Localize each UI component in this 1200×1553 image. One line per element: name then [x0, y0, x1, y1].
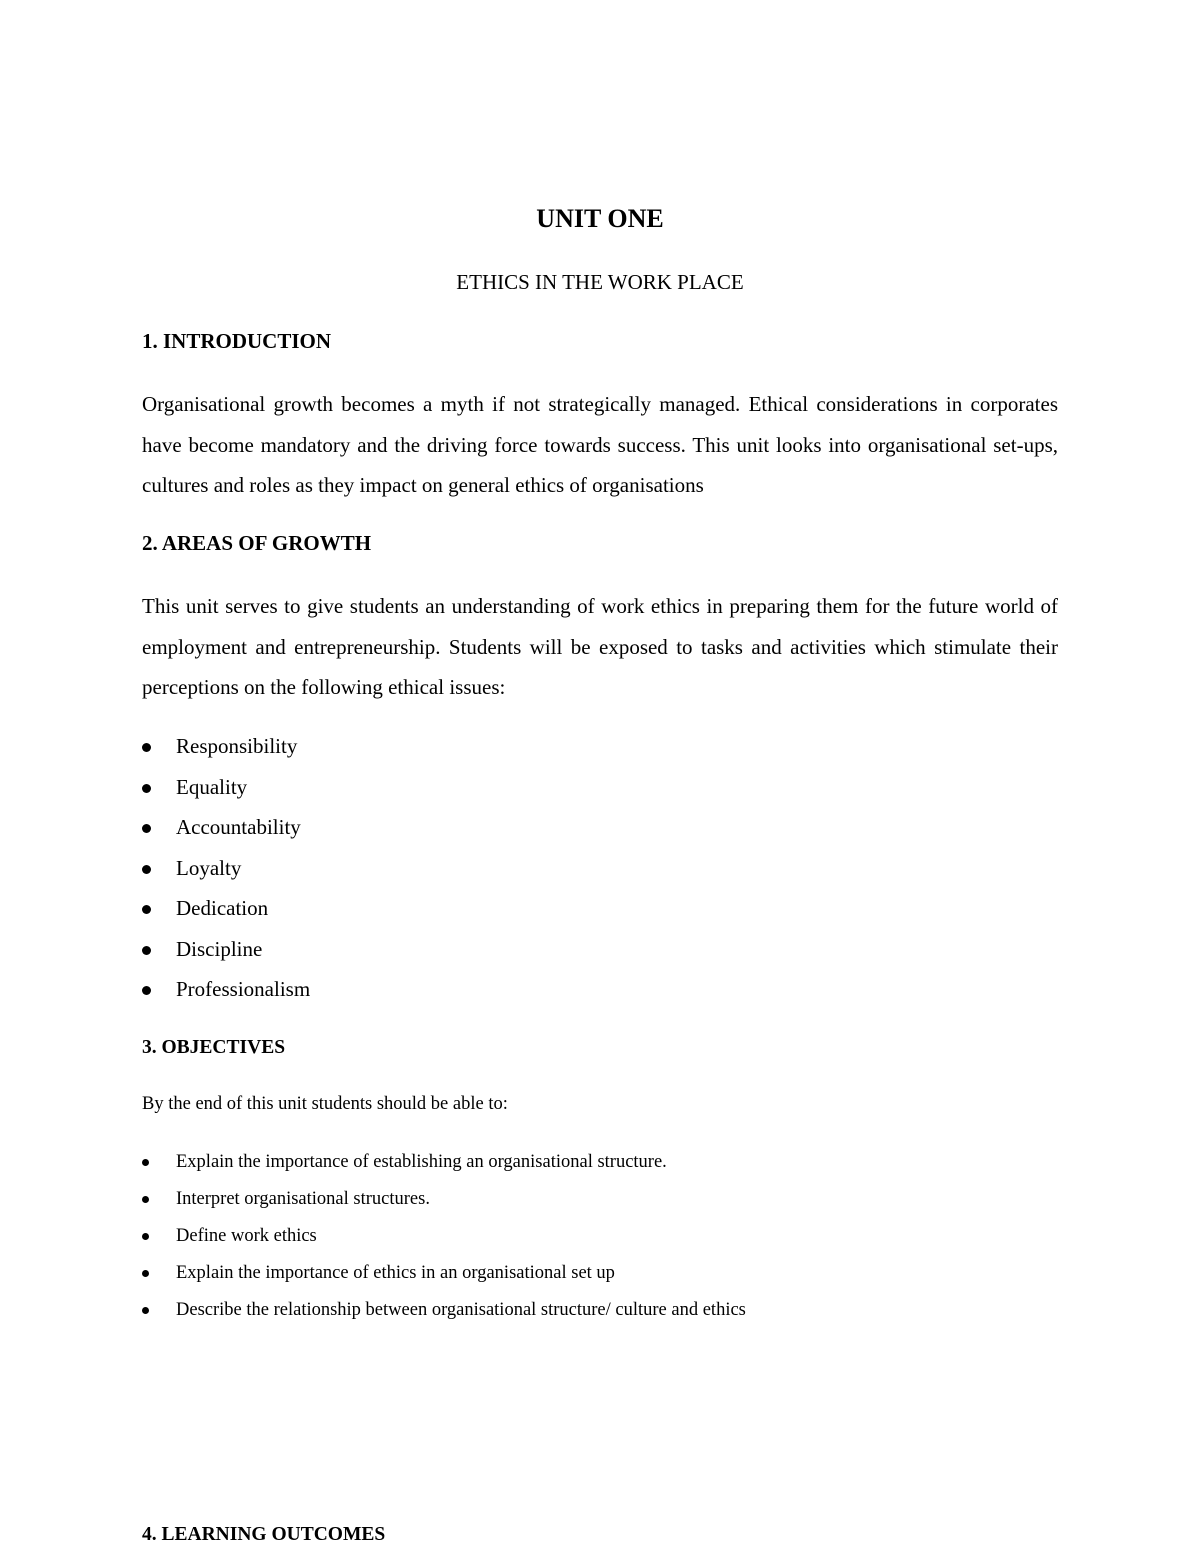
bullet-icon	[142, 743, 151, 752]
objectives-list	[142, 1144, 746, 1329]
learning-outcomes-heading: 4. LEARNING OUTCOMES	[142, 1524, 386, 1545]
areas-of-growth-paragraph: This unit serves to give students an understanding of work ethics in preparing them for the future world of employment and entrepreneurship. Students will be exposed to tasks and activities which stimulate their perceptions on the following ethical issues:	[142, 594, 1058, 699]
list-item	[142, 888, 310, 929]
objectives-heading: 3. OBJECTIVES	[142, 1037, 286, 1058]
bullet-icon	[142, 905, 151, 914]
list-item	[142, 848, 310, 889]
list-item	[142, 1181, 746, 1218]
list-item	[142, 1255, 746, 1292]
list-item-text: Professionalism	[176, 977, 311, 1001]
list-item-text: Accountability	[176, 815, 301, 839]
bullet-icon	[142, 1196, 149, 1203]
list-item	[142, 767, 310, 808]
bullet-icon	[142, 1233, 149, 1240]
bullet-icon	[142, 1270, 149, 1277]
list-item-text: Equality	[176, 774, 248, 799]
bullet-icon	[142, 986, 151, 995]
list-item-text: Interpret organisational structures.	[176, 1189, 430, 1209]
list-item	[142, 969, 310, 1010]
introduction-heading: 1. INTRODUCTION	[142, 329, 332, 353]
ethical-issues-list	[142, 726, 310, 1010]
bullet-icon	[142, 946, 151, 955]
list-item-text: Explain the importance of establishing an organisational structure.	[176, 1152, 667, 1172]
list-item-text: Define work ethics	[176, 1226, 317, 1246]
list-item	[142, 807, 310, 848]
list-item-text: Explain the importance of ethics in an organisational set up	[176, 1263, 615, 1283]
list-item	[142, 1144, 746, 1181]
unit-title: UNIT ONE	[536, 204, 664, 233]
list-item-text: Dedication	[176, 896, 269, 920]
objectives-intro: By the end of this unit students should be able to:	[142, 1094, 508, 1114]
list-item-text: Discipline	[176, 936, 263, 961]
areas-of-growth-heading: 2. AREAS OF GROWTH	[142, 531, 372, 555]
bullet-icon	[142, 1307, 149, 1314]
list-item-text: Describe the relationship between organisational structure/ culture and ethics	[176, 1300, 746, 1320]
bullet-icon	[142, 824, 151, 833]
bullet-icon	[142, 784, 151, 793]
list-item-text: Responsibility	[176, 734, 298, 758]
bullet-icon	[142, 1159, 149, 1166]
list-item	[142, 929, 310, 970]
list-item	[142, 1292, 746, 1329]
list-item	[142, 1218, 746, 1255]
bullet-icon	[142, 865, 151, 874]
document-title: ETHICS IN THE WORK PLACE	[456, 270, 744, 294]
list-item-text: Loyalty	[176, 855, 242, 880]
list-item	[142, 726, 310, 767]
introduction-paragraph: Organisational growth becomes a myth if not strategically managed. Ethical considerations in corporates have become mandatory and the driving force towards success. This unit looks into organisational set-ups, cultures and roles as they impact on general ethics of organisations	[142, 392, 1058, 497]
